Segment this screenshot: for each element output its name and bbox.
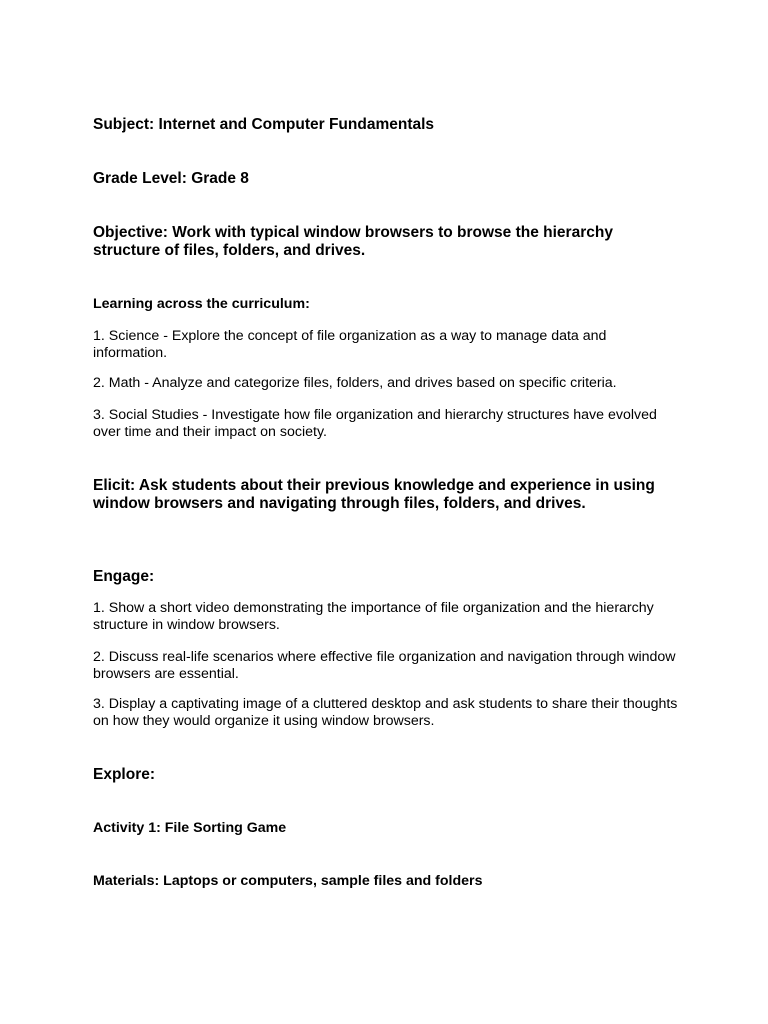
engage-heading: Engage:: [93, 568, 155, 585]
learning-item-math: 2. Math - Analyze and categorize files, folders, and drives based on specific criteria.: [93, 375, 617, 391]
activity-1-heading: Activity 1: File Sorting Game: [93, 820, 287, 836]
engage-item-image: 3. Display a captivating image of a cluttered desktop and ask students to share their thoughts on how they would organize it using window browsers.: [93, 696, 678, 729]
grade-level-heading: Grade Level: Grade 8: [93, 170, 249, 187]
objective-heading: Objective: Work with typical window browsers to browse the hierarchy structure of files, folders, and drives.: [93, 224, 613, 259]
engage-item-video: 1. Show a short video demonstrating the importance of file organization and the hierarchy structure in window browsers.: [93, 600, 654, 633]
engage-item-scenarios: 2. Discuss real-life scenarios where effective file organization and navigation through window browsers are essential.: [93, 649, 676, 682]
learning-heading: Learning across the curriculum:: [93, 296, 310, 312]
explore-heading: Explore:: [93, 766, 156, 783]
learning-item-social-studies: 3. Social Studies - Investigate how file organization and hierarchy structures have evolved over time and their impact on society.: [93, 407, 657, 440]
materials-heading: Materials: Laptops or computers, sample files and folders: [93, 873, 483, 889]
elicit-heading: Elicit: Ask students about their previous knowledge and experience in using window browsers and navigating through files, folders, and drives.: [93, 477, 655, 512]
subject-heading: Subject: Internet and Computer Fundamentals: [93, 116, 435, 133]
learning-item-science: 1. Science - Explore the concept of file organization as a way to manage data and information.: [93, 328, 607, 361]
